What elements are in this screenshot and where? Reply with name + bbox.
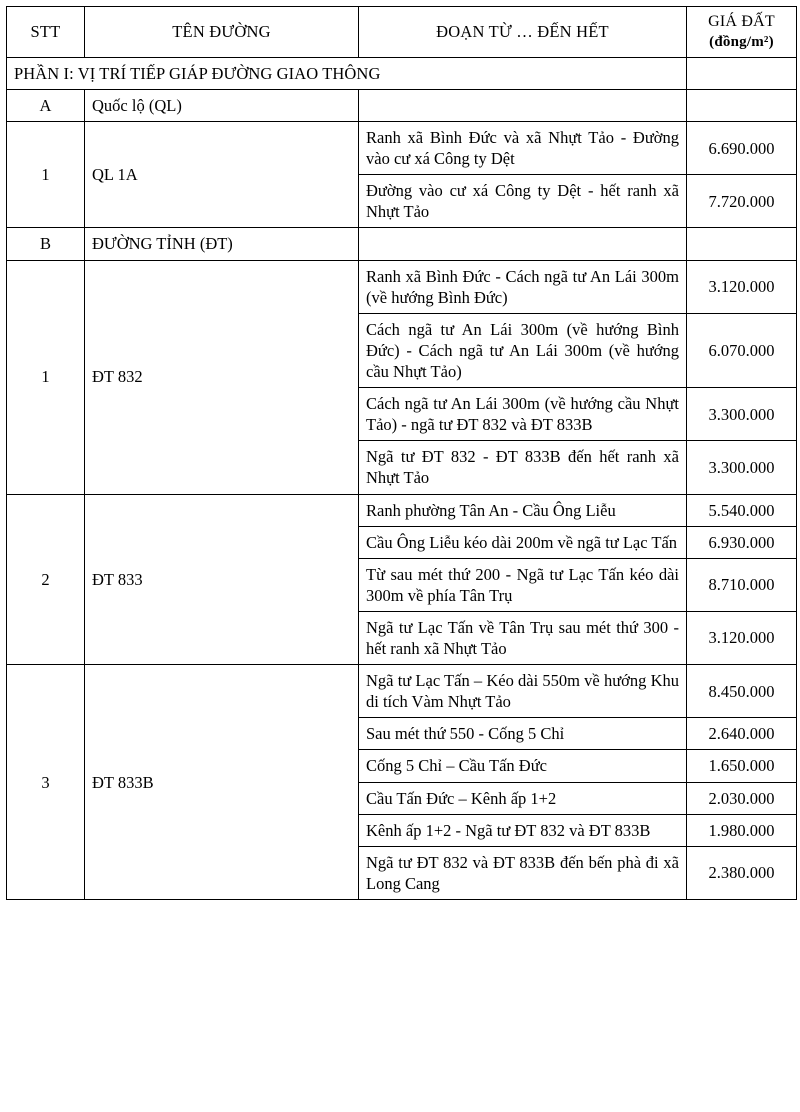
table-header <box>7 7 797 58</box>
group-letter: B <box>7 228 85 260</box>
row-segment: Ngã tư ĐT 832 - ĐT 833B đến hết ranh xã Nhựt Tảo <box>359 441 687 494</box>
table-row <box>7 260 797 313</box>
row-stt: 1 <box>7 260 85 494</box>
row-price: 6.070.000 <box>687 313 797 387</box>
row-price: 8.450.000 <box>687 665 797 718</box>
row-segment: Ranh xã Bình Đức và xã Nhựt Tảo - Đường vào cư xá Công ty Dệt <box>359 121 687 174</box>
part-banner-price-blank <box>687 57 797 89</box>
group-title: ĐƯỜNG TỈNH (ĐT) <box>85 228 359 260</box>
row-price: 5.540.000 <box>687 494 797 526</box>
row-price: 8.710.000 <box>687 558 797 611</box>
table-body <box>7 57 797 899</box>
row-segment: Cầu Tấn Đức – Kênh ấp 1+2 <box>359 782 687 814</box>
row-price: 2.380.000 <box>687 846 797 899</box>
row-segment: Cầu Ông Liễu kéo dài 200m về ngã tư Lạc Tấn <box>359 526 687 558</box>
row-road-name: QL 1A <box>85 121 359 227</box>
row-segment: Cách ngã tư An Lái 300m (về hướng cầu Nhựt Tảo) - ngã tư ĐT 832 và ĐT 833B <box>359 388 687 441</box>
row-price: 1.650.000 <box>687 750 797 782</box>
group-price-blank <box>687 89 797 121</box>
row-segment: Cống 5 Chỉ – Cầu Tấn Đức <box>359 750 687 782</box>
row-road-name: ĐT 832 <box>85 260 359 494</box>
row-stt: 3 <box>7 665 85 900</box>
row-stt: 1 <box>7 121 85 227</box>
column-header-stt: STT <box>7 7 85 58</box>
row-price: 3.300.000 <box>687 441 797 494</box>
row-price: 2.640.000 <box>687 718 797 750</box>
column-header-price-main: GIÁ ĐẤT <box>708 13 775 30</box>
row-segment: Đường vào cư xá Công ty Dệt - hết ranh xã Nhựt Tảo <box>359 175 687 228</box>
group-segment-blank <box>359 228 687 260</box>
row-stt: 2 <box>7 494 85 665</box>
column-header-price <box>687 7 797 58</box>
row-segment: Ngã tư Lạc Tấn – Kéo dài 550m về hướng Khu di tích Vàm Nhựt Tảo <box>359 665 687 718</box>
group-letter: A <box>7 89 85 121</box>
table-row <box>7 494 797 526</box>
row-segment: Ngã tư ĐT 832 và ĐT 833B đến bến phà đi xã Long Cang <box>359 846 687 899</box>
row-segment: Ranh xã Bình Đức - Cách ngã tư An Lái 300m (về hướng Bình Đức) <box>359 260 687 313</box>
land-price-table <box>6 6 797 900</box>
table-row <box>7 121 797 174</box>
column-header-price-unit: (đồng/m²) <box>709 34 774 50</box>
group-price-blank <box>687 228 797 260</box>
row-price: 3.120.000 <box>687 260 797 313</box>
column-header-segment: ĐOẠN TỪ … ĐẾN HẾT <box>359 7 687 58</box>
column-header-road-name: TÊN ĐƯỜNG <box>85 7 359 58</box>
row-price: 3.120.000 <box>687 611 797 664</box>
row-segment: Cách ngã tư An Lái 300m (về hướng Bình Đức) - Cách ngã tư An Lái 300m (về hướng cầu Nhựt Tảo) <box>359 313 687 387</box>
header-row <box>7 7 797 58</box>
row-segment: Kênh ấp 1+2 - Ngã tư ĐT 832 và ĐT 833B <box>359 814 687 846</box>
row-segment: Ngã tư Lạc Tấn về Tân Trụ sau mét thứ 300 - hết ranh xã Nhựt Tảo <box>359 611 687 664</box>
row-price: 7.720.000 <box>687 175 797 228</box>
row-price: 6.690.000 <box>687 121 797 174</box>
group-row-b <box>7 228 797 260</box>
row-price: 3.300.000 <box>687 388 797 441</box>
group-title: Quốc lộ (QL) <box>85 89 359 121</box>
part-banner-text: PHẦN I: VỊ TRÍ TIẾP GIÁP ĐƯỜNG GIAO THÔNG <box>7 57 687 89</box>
group-segment-blank <box>359 89 687 121</box>
part-banner-row <box>7 57 797 89</box>
row-road-name: ĐT 833B <box>85 665 359 900</box>
table-row <box>7 665 797 718</box>
row-segment: Ranh phường Tân An - Cầu Ông Liễu <box>359 494 687 526</box>
row-price: 1.980.000 <box>687 814 797 846</box>
row-segment: Từ sau mét thứ 200 - Ngã tư Lạc Tấn kéo dài 300m về phía Tân Trụ <box>359 558 687 611</box>
row-road-name: ĐT 833 <box>85 494 359 665</box>
row-price: 6.930.000 <box>687 526 797 558</box>
group-row-a <box>7 89 797 121</box>
row-segment: Sau mét thứ 550 - Cống 5 Chỉ <box>359 718 687 750</box>
row-price: 2.030.000 <box>687 782 797 814</box>
